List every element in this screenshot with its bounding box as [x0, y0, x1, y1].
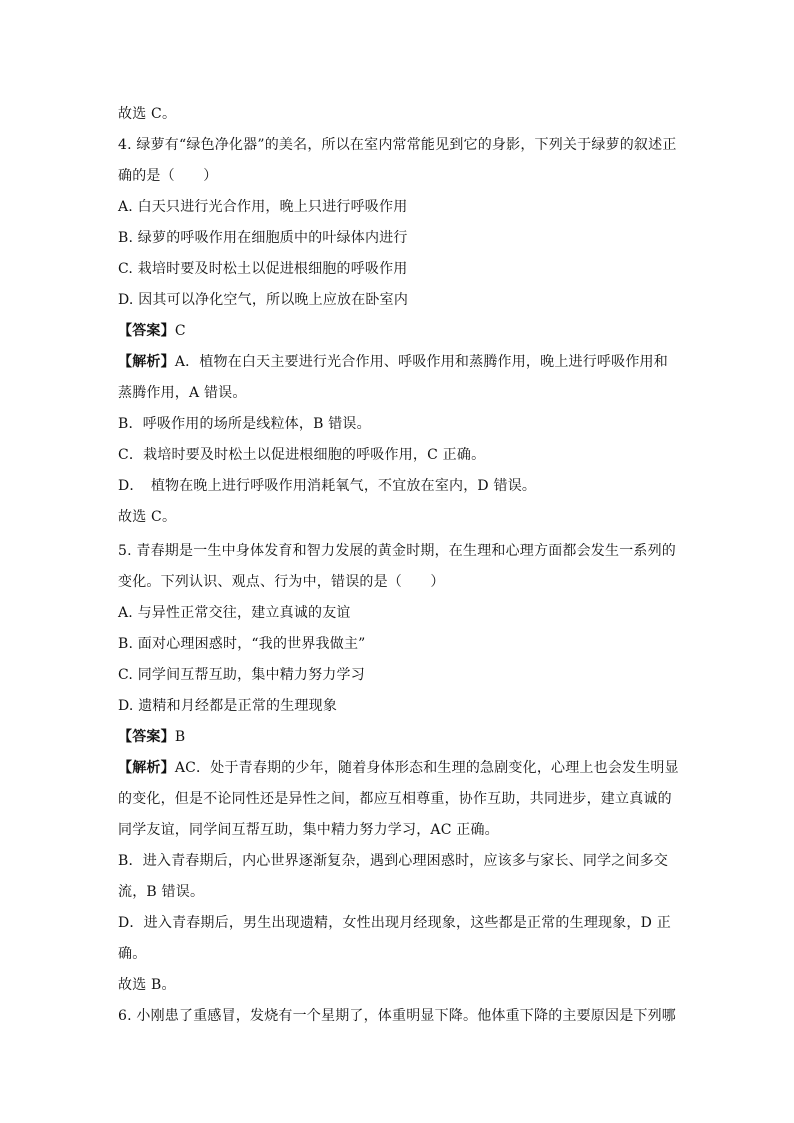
question-4-stem: 4. 绿萝有“绿色净化器”的美名，所以在室内常常能见到它的身影，下列关于绿萝的叙述正 — [118, 137, 677, 153]
answer-label: 【答案】 — [118, 323, 175, 339]
text-line: 蒸腾作用，A 错误。 — [118, 385, 247, 401]
option-d: D. 遗精和月经都是正常的生理现象 — [118, 698, 338, 714]
text-line: 故选 C。 — [118, 106, 177, 122]
answer-line — [118, 321, 186, 341]
text-line: 流，B 错误。 — [118, 884, 205, 900]
option-b: B. 面对心理困惑时，“我的世界我做主” — [118, 636, 366, 652]
analysis-label: 【解析】 — [118, 760, 175, 776]
text-line: B．进入青春期后，内心世界逐渐复杂，遇到心理困惑时，应该多与家长、同学之间多交 — [118, 853, 669, 869]
text-line: B．呼吸作用的场所是线粒体，B 错误。 — [118, 416, 371, 432]
option-b: B. 绿萝的呼吸作用在细胞质中的叶绿体内进行 — [118, 230, 408, 246]
analysis-text: AC．处于青春期的少年，随着身体形态和生理的急剧变化，心理上也会发生明显 — [174, 760, 679, 776]
text-line: C．栽培时要及时松土以促进根细胞的呼吸作用，C 正确。 — [118, 447, 486, 463]
answer-line — [118, 727, 185, 747]
question-5-stem: 5. 青春期是一生中身体发育和智力发展的黄金时期，在生理和心理方面都会发生一系列的 — [118, 543, 677, 559]
option-a: A. 白天只进行光合作用，晚上只进行呼吸作用 — [118, 199, 408, 215]
analysis-label: 【解析】 — [118, 354, 175, 370]
question-6-stem: 6. 小刚患了重感冒，发烧有一个星期了，体重明显下降。他体重下降的主要原因是下列哪 — [118, 1008, 677, 1024]
text-line: 确。 — [118, 946, 147, 962]
answer-value: B — [174, 729, 186, 745]
text-line: 故选 B。 — [118, 977, 176, 993]
option-a: A. 与异性正常交往，建立真诚的友谊 — [118, 605, 351, 621]
text-line: 故选 C。 — [118, 509, 177, 525]
text-line: 同学友谊，同学间互帮互助，集中精力努力学习，AC 正确。 — [118, 822, 499, 838]
analysis-line — [118, 758, 679, 778]
text-line: D． 植物在晚上进行呼吸作用消耗氧气，不宜放在室内，D 错误。 — [118, 478, 537, 494]
question-4-stem-cont: 确的是（ ） — [118, 168, 218, 184]
answer-label: 【答案】 — [118, 729, 175, 745]
option-d: D. 因其可以净化空气，所以晚上应放在卧室内 — [118, 292, 409, 308]
option-c: C. 栽培时要及时松土以促进根细胞的呼吸作用 — [118, 261, 408, 277]
answer-value: C — [174, 323, 186, 339]
question-5-stem-cont: 变化。下列认识、观点、行为中，错误的是（ ） — [118, 574, 445, 590]
text-line: D．进入青春期后，男生出现遗精，女性出现月经现象，这些都是正常的生理现象，D 正 — [118, 915, 671, 931]
text-line: 的变化，但是不论同性还是异性之间，都应互相尊重，协作互助，共同进步，建立真诚的 — [118, 791, 672, 807]
analysis-text: A．植物在白天主要进行光合作用、呼吸作用和蒸腾作用，晚上进行呼吸作用和 — [174, 354, 668, 370]
analysis-line — [118, 352, 668, 372]
option-c: C. 同学间互帮互助，集中精力努力学习 — [118, 667, 365, 683]
